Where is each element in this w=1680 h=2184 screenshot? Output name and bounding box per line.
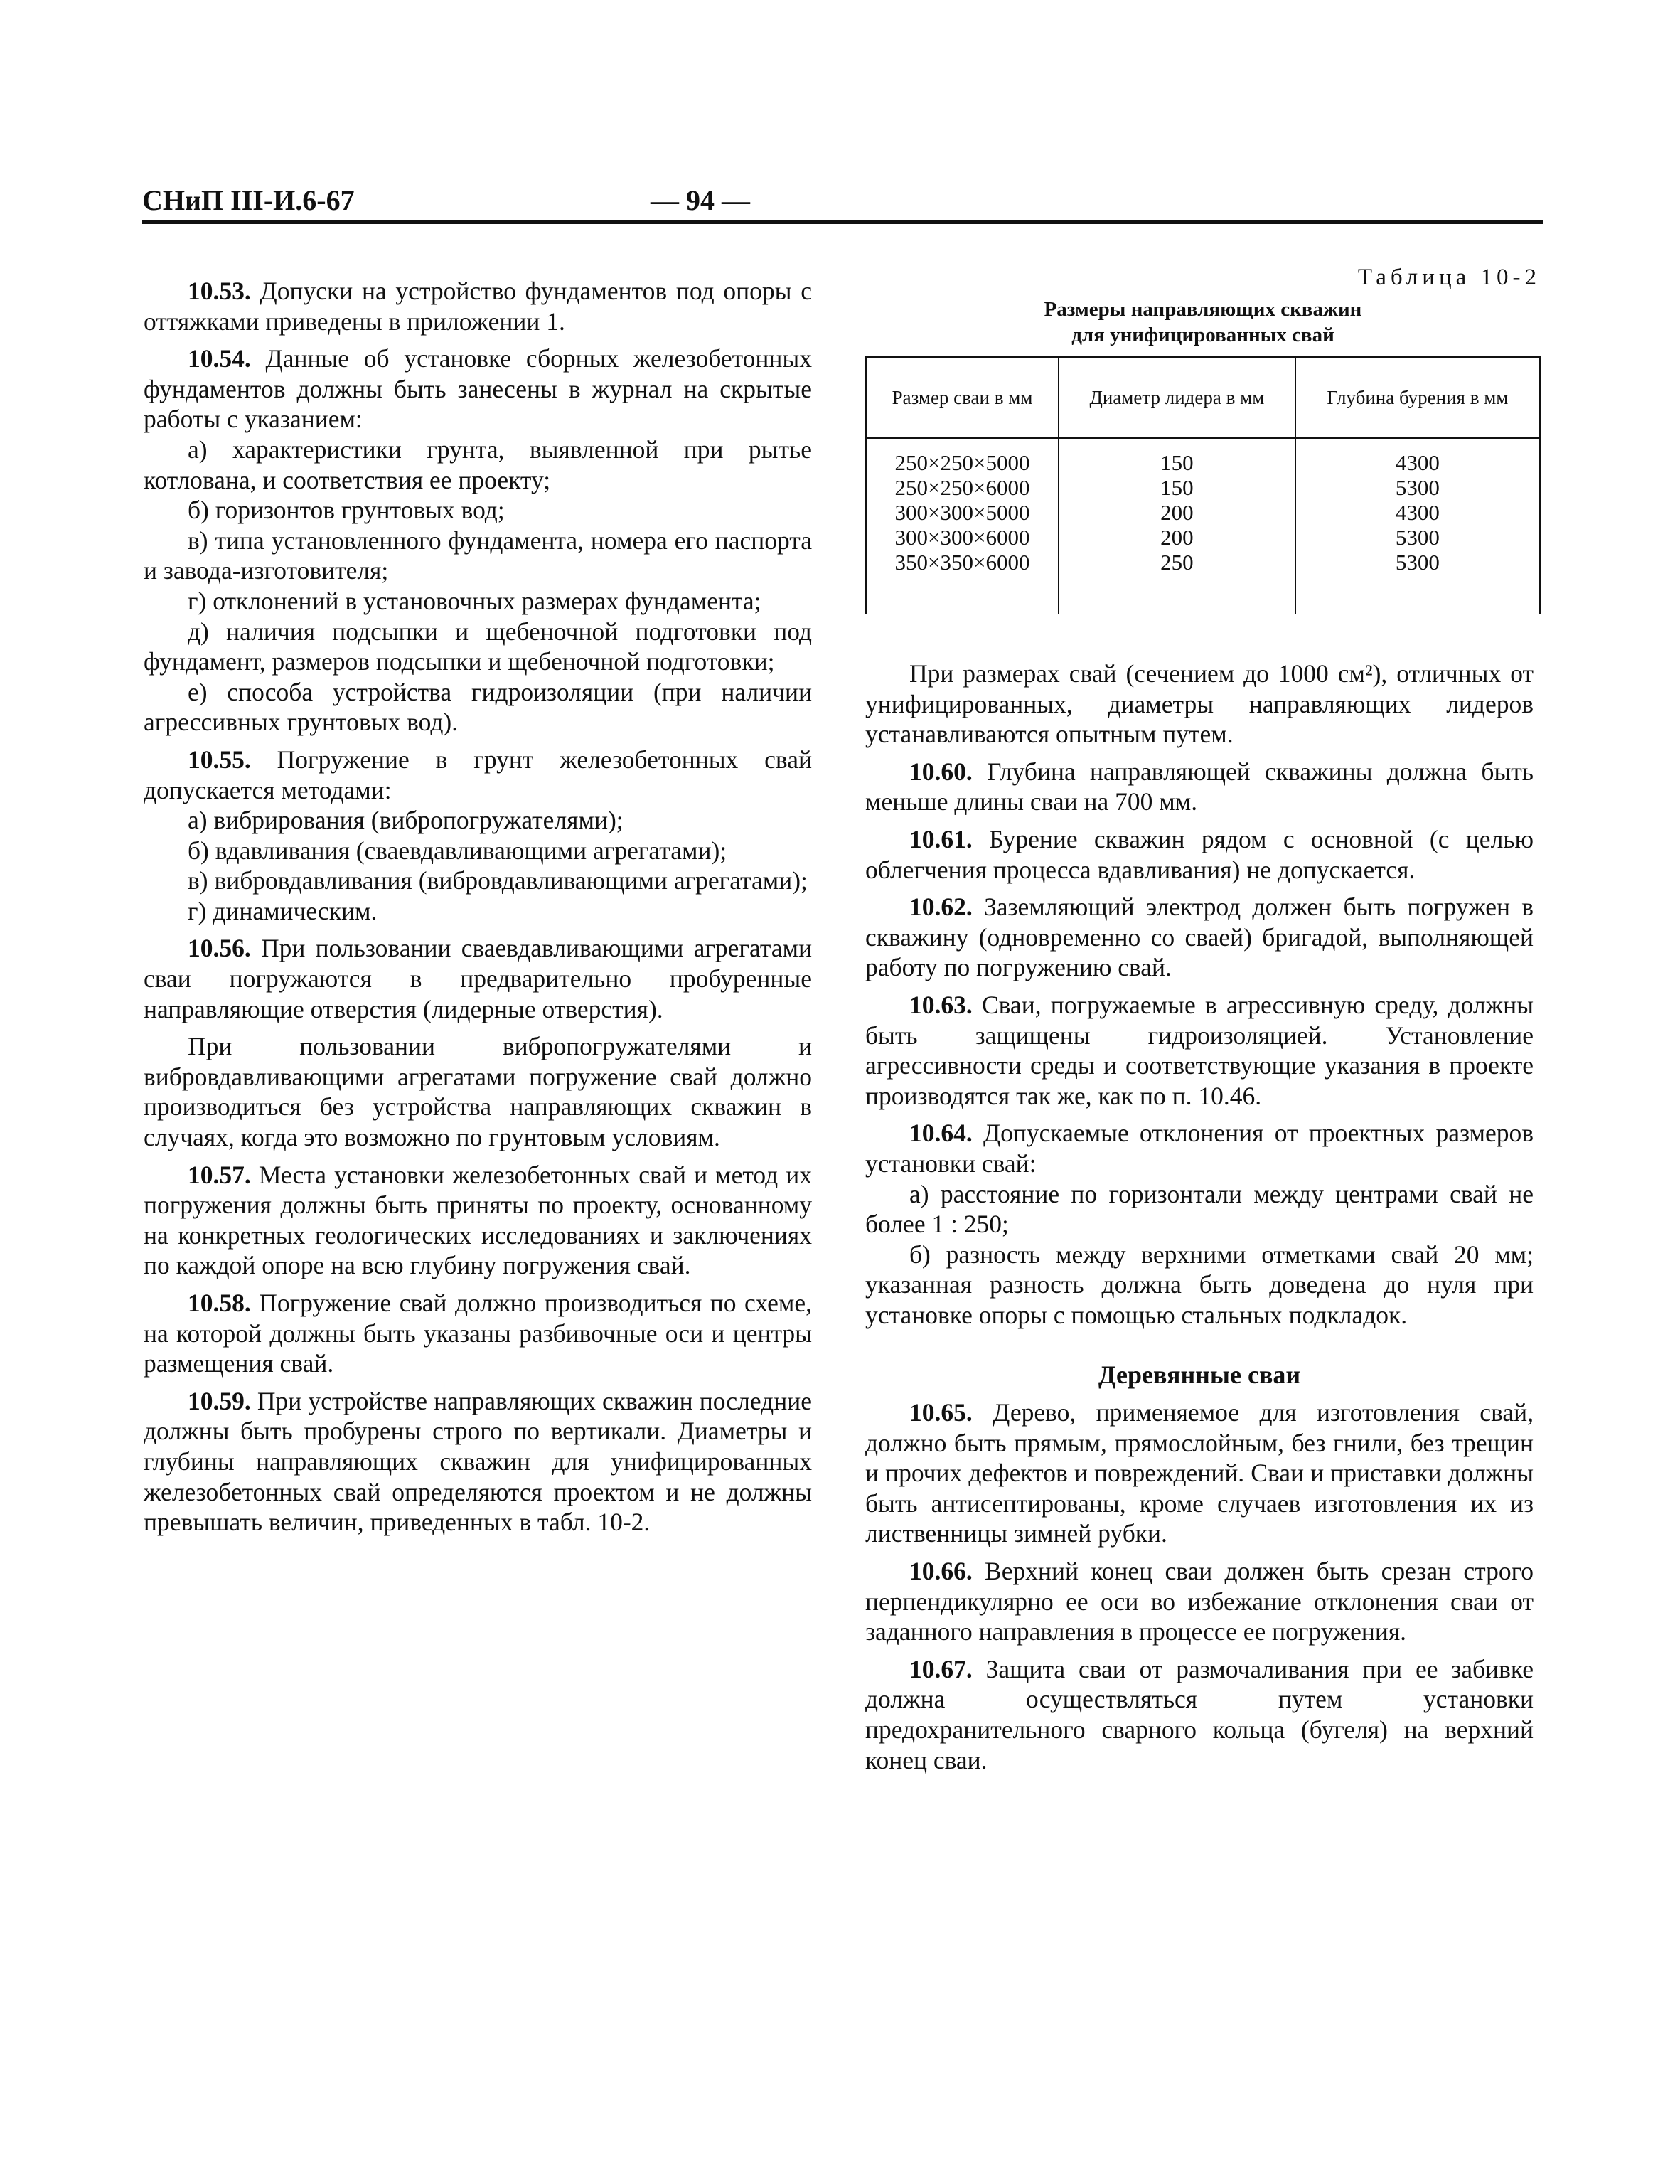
table-cell-depth: 5300	[1395, 550, 1440, 575]
clause-text: Глубина направляющей скважины должна быть меньше длины сваи на 700 мм.	[865, 757, 1534, 816]
clause-text: Верхний конец сваи должен быть срезан строго перпендикулярно ее оси во избежание отклонения сваи от заданного направления в процессе ее погружения.	[865, 1557, 1534, 1646]
list-item-text: характеристики грунта, выявленной при рытье котлована, и соответствия ее проекту;	[144, 435, 812, 494]
table-title-line-2: для унифицированных свай	[1071, 324, 1334, 346]
clause-paragraph	[144, 343, 812, 435]
clause-paragraph	[865, 757, 1534, 817]
list-item-text: вибровдавливания (вибровдавливающими агрегатами);	[214, 866, 808, 895]
clause-number: 10.58.	[188, 1289, 251, 1317]
list-item	[144, 836, 812, 866]
table-cell-size: 300×300×5000	[894, 500, 1030, 525]
clause-number: 10.59.	[188, 1386, 251, 1415]
table-cell-size: 250×250×5000	[894, 450, 1030, 475]
clause-paragraph	[144, 745, 812, 805]
clause-number: 10.65.	[909, 1398, 973, 1427]
list-item-label: б)	[188, 836, 215, 865]
table-header-diameter: Диаметр лидера в мм	[1059, 357, 1295, 438]
table-cell-depth: 4300	[1395, 500, 1440, 525]
table-title-line-1: Размеры направляющих скважин	[1044, 298, 1362, 321]
clause-number: 10.60.	[909, 757, 973, 786]
clause-text: При пользовании сваевдавливающими агрегатами сваи погружаются в предварительно пробуренные направляющие отверстия (лидерные отверстия).	[144, 934, 812, 1023]
clause-paragraph	[865, 824, 1534, 885]
clause-paragraph	[144, 933, 812, 1024]
list-item-label: г)	[188, 586, 213, 615]
list-item-text: динамическим.	[213, 896, 378, 925]
clause-text: Данные об установке сборных железобетонных фундаментов должны быть занесены в журнал на скрытые работы с указанием:	[144, 344, 812, 434]
list-item-label: а)	[188, 806, 214, 835]
table-header-row	[867, 357, 1539, 438]
table-header-size: Размер сваи в мм	[867, 357, 1059, 438]
pile-table	[867, 356, 1539, 614]
clause-number: 10.62.	[909, 893, 973, 922]
list-item-label: в)	[188, 526, 215, 555]
clause-number: 10.57.	[188, 1160, 251, 1189]
clause-text: Погружение в грунт железобетонных свай допускается методами:	[144, 745, 812, 804]
clause-number: 10.67.	[909, 1654, 973, 1683]
clause-text: Защита сваи от размочаливания при ее забивке должна осуществляться путем установки предохранительного сварного кольца (бугеля) на верхний конец сваи.	[865, 1654, 1534, 1774]
clause-paragraph	[865, 892, 1534, 983]
list-item	[144, 526, 812, 586]
table-frame	[865, 356, 1541, 614]
list-item	[144, 617, 812, 677]
clause-number: 10.55.	[188, 745, 251, 774]
clause-text: Погружение свай должно производиться по схеме, на которой должны быть указаны разбивочные оси и центры размещения свай.	[144, 1289, 812, 1378]
list-item	[865, 1240, 1534, 1331]
table-cell-diameter: 150	[1160, 450, 1194, 475]
list-item-text: наличия подсыпки и щебеночной подготовки под фундамент, размеров подсыпки и щебеночной подготовки;	[144, 617, 812, 676]
list-item-text: вибрирования (вибропогружателями);	[213, 806, 624, 835]
table-cell-depth: 4300	[1395, 450, 1440, 475]
table-col-depths	[1295, 438, 1539, 614]
list-item	[144, 435, 812, 495]
table-cell-diameter: 200	[1160, 500, 1194, 525]
list-item-text: типа установленного фундамента, номера его паспорта и завода-изготовителя;	[144, 526, 812, 585]
clause-number: 10.61.	[909, 824, 973, 853]
table-cell-size: 300×300×6000	[894, 525, 1030, 550]
document-code: СНиП III-И.6-67	[142, 184, 355, 216]
list-item-text: расстояние по горизонтали между центрами свай не более 1 : 250;	[865, 1179, 1534, 1239]
list-item	[865, 1179, 1534, 1240]
list-item	[144, 677, 812, 737]
list-item	[144, 586, 812, 617]
page-header	[142, 183, 1543, 226]
table-col-sizes	[867, 438, 1059, 614]
list-item-label: е)	[188, 677, 228, 706]
table-cell-diameter: 150	[1160, 475, 1194, 500]
clause-text: Места установки железобетонных свай и метод их погружения должны быть приняты по проекту, основанному на конкретных геологических исследованиях и заключениях по каждой опоре на всю глубину погружения свай.	[144, 1160, 812, 1280]
clause-number: 10.53.	[188, 277, 251, 305]
table-col-diameters	[1059, 438, 1295, 614]
clause-number: 10.66.	[909, 1557, 973, 1586]
clause-text: При устройстве направляющих скважин последние должны быть пробурены строго по вертикали. Диаметры и глубины направляющих скважин для унифицированных железобетонных свай определяются проектом и не должны превышать величин, приведенных в табл. 10-2.	[144, 1386, 812, 1537]
body-paragraph: При пользовании вибропогружателями и вибровдавливающими агрегатами погружение свай должно производиться без устройства направляющих скважин в случаях, когда это возможно по грунтовым условиям.	[144, 1032, 812, 1152]
clause-paragraph	[144, 276, 812, 336]
clause-number: 10.54.	[188, 344, 251, 373]
list-item-label: г)	[188, 896, 213, 925]
table-cell-size: 350×350×6000	[894, 550, 1030, 575]
header-rule	[142, 220, 1543, 224]
table-cell-diameter: 250	[1160, 550, 1194, 575]
list-item-label: в)	[188, 866, 215, 895]
clause-paragraph	[865, 1118, 1534, 1178]
clause-number: 10.64.	[909, 1119, 973, 1148]
list-item-text: отклонений в установочных размерах фундамента;	[213, 586, 761, 615]
body-paragraph: При размерах свай (сечением до 1000 см²), отличных от унифицированных, диаметры направляющих лидеров устанавливаются опытным путем.	[865, 659, 1534, 749]
table-body-row	[867, 438, 1539, 614]
clause-paragraph	[144, 1160, 812, 1281]
list-item-text: вдавливания (сваевдавливающими агрегатами);	[215, 836, 727, 865]
list-item-text: горизонтов грунтовых вод;	[215, 496, 505, 525]
list-item-label: а)	[188, 435, 233, 464]
clause-number: 10.63.	[909, 990, 973, 1019]
clause-paragraph	[865, 1654, 1534, 1775]
clause-text: Допуски на устройство фундаментов под опоры с оттяжками приведены в приложении 1.	[144, 277, 812, 336]
list-item-label: б)	[188, 496, 215, 525]
table-cell-diameter: 200	[1160, 525, 1194, 550]
list-item-label: а)	[909, 1179, 941, 1208]
list-item	[144, 805, 812, 836]
right-column	[865, 651, 1534, 1775]
clause-paragraph	[865, 990, 1534, 1111]
list-item-label: д)	[188, 617, 227, 646]
list-item-text: разность между верхними отметками свай 20 мм; указанная разность должна быть доведена до нуля при установке опоры с помощью стальных подкладок.	[865, 1240, 1534, 1329]
clause-number: 10.56.	[188, 934, 251, 963]
section-heading: Деревянные сваи	[1098, 1360, 1301, 1390]
clause-paragraph	[865, 1397, 1534, 1549]
table-cell-size: 250×250×6000	[894, 475, 1030, 500]
list-item-label: б)	[909, 1240, 946, 1269]
clause-text: Дерево, применяемое для изготовления свай, должно быть прямым, прямослойным, без гнили, без трещин и прочих дефектов и повреждений. Сваи и приставки должны быть антисептированы, кроме случаев изготовления их из лиственницы зимней рубки.	[865, 1398, 1534, 1548]
table-header-depth: Глубина бурения в мм	[1295, 357, 1539, 438]
table-label: Таблица 10-2	[1357, 265, 1541, 290]
list-item	[144, 495, 812, 526]
left-column	[144, 269, 812, 1538]
list-item	[144, 865, 812, 896]
clause-text: Бурение скважин рядом с основной (с целью облегчения процесса вдавливания) не допускается.	[865, 824, 1534, 884]
table-cell-depth: 5300	[1395, 525, 1440, 550]
clause-text: Заземляющий электрод должен быть погружен в скважину (одновременно со сваей) бригадой, выполняющей работу по погружению свай.	[865, 893, 1534, 982]
table-title	[865, 297, 1541, 348]
page-number: — 94 —	[651, 184, 750, 216]
clause-text: Допускаемые отклонения от проектных размеров установки свай:	[865, 1119, 1534, 1178]
clause-paragraph	[865, 1556, 1534, 1647]
list-item-text: способа устройства гидроизоляции (при наличии агрессивных грунтовых вод).	[144, 677, 812, 737]
clause-paragraph	[144, 1288, 812, 1379]
table-10-2	[865, 265, 1541, 614]
table-cell-depth: 5300	[1395, 475, 1440, 500]
clause-text: Сваи, погружаемые в агрессивную среду, должны быть защищены гидроизоляцией. Установление агрессивности среды и соответствующие указания в проекте производятся так же, как по п. 10.46.	[865, 990, 1534, 1110]
clause-paragraph	[144, 1386, 812, 1538]
list-item	[144, 896, 812, 927]
